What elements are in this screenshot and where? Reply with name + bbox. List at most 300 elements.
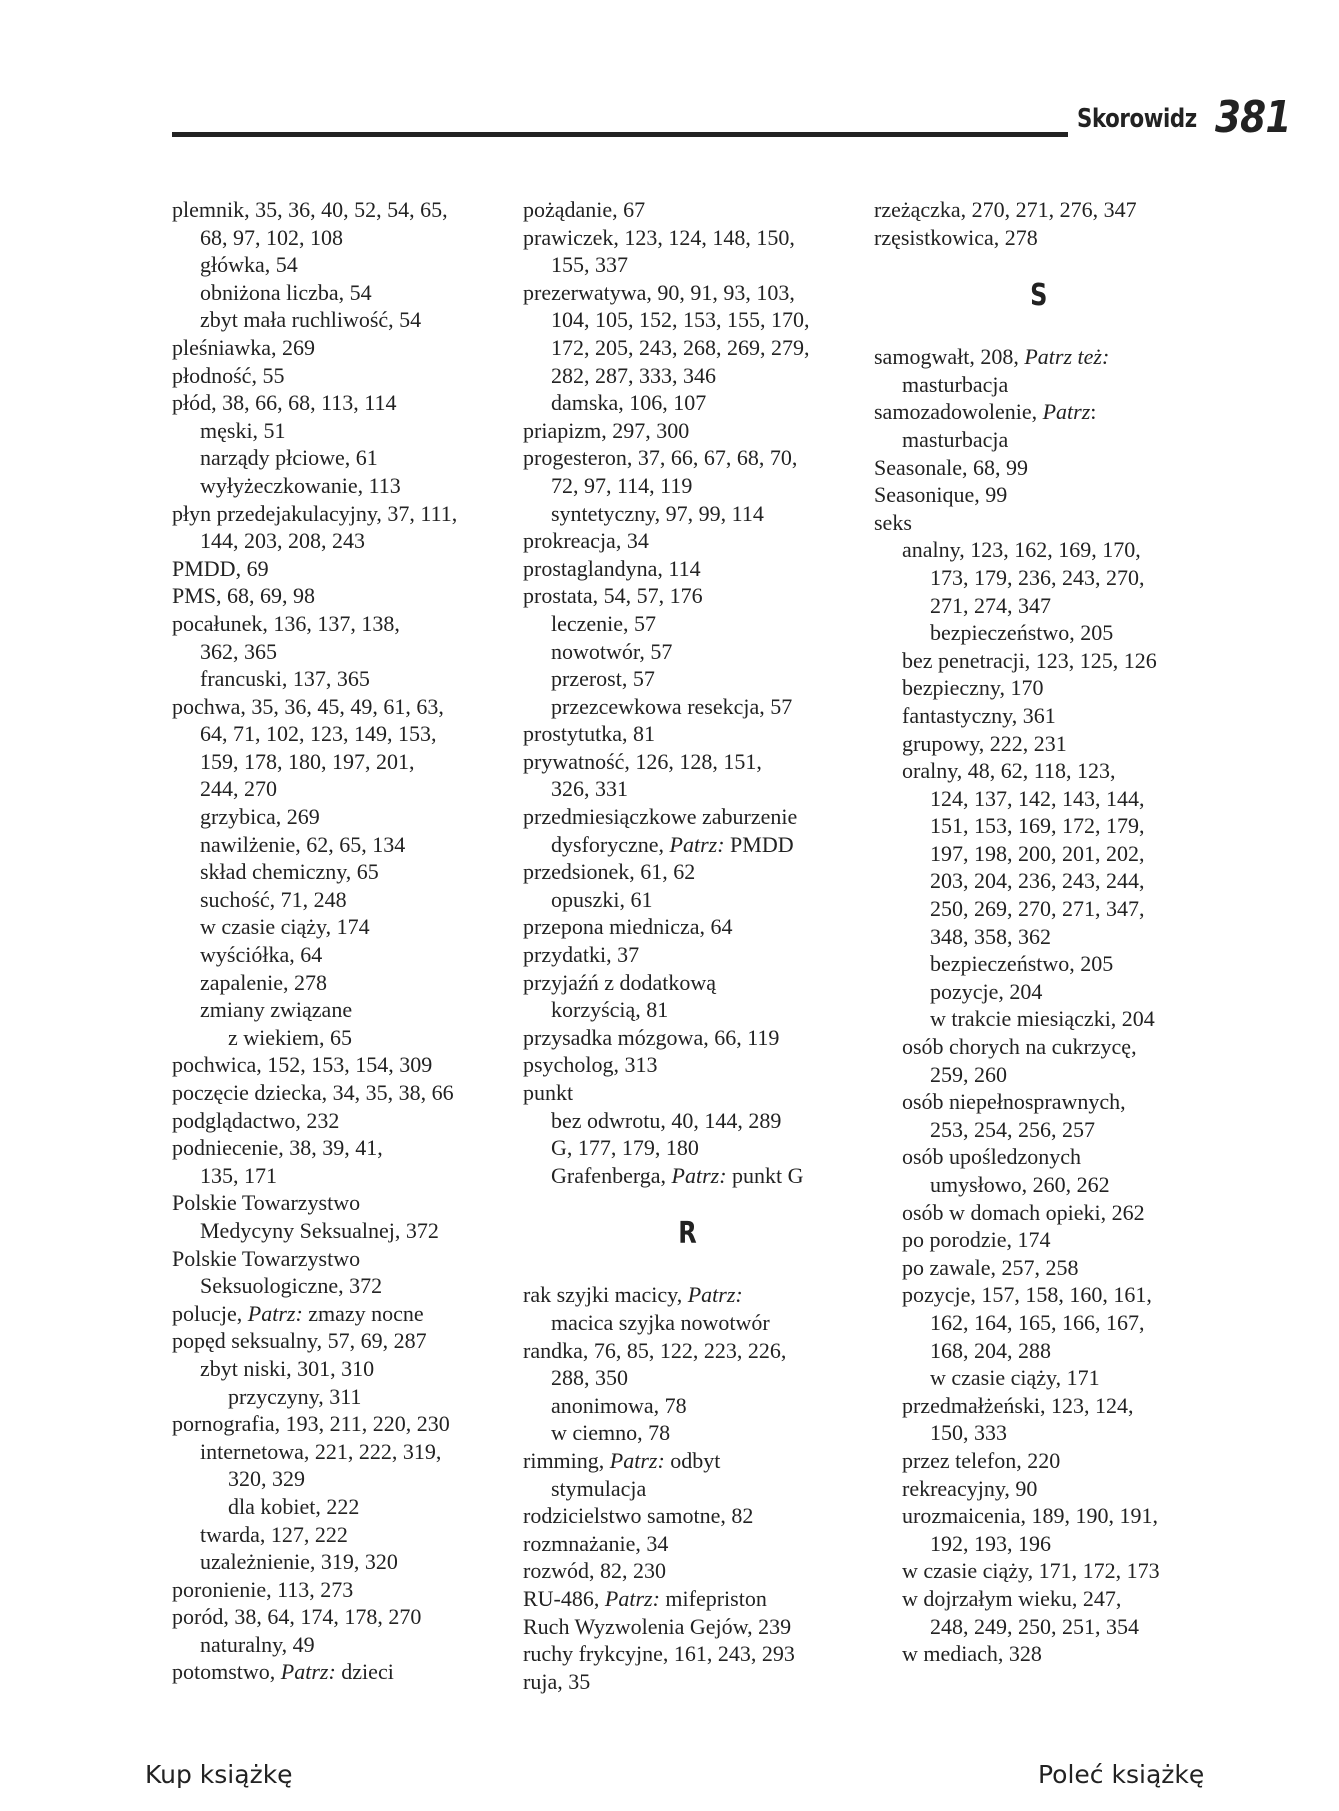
- index-text: 282, 287, 333, 346: [551, 362, 716, 388]
- index-text: 362, 365: [200, 638, 277, 664]
- index-text: PMS, 68, 69, 98: [172, 583, 316, 609]
- index-entry: [523, 1668, 853, 1696]
- index-text: 124, 137, 142, 143, 144,: [930, 785, 1145, 811]
- index-text: 162, 164, 165, 166, 167,: [930, 1309, 1145, 1335]
- index-text: bez odwrotu, 40, 144, 289: [551, 1107, 782, 1133]
- index-entry: [523, 1051, 853, 1079]
- index-text: zbyt mała ruchliwość, 54: [200, 307, 422, 333]
- index-entry: [874, 1033, 1204, 1061]
- header-rule: [172, 132, 1068, 137]
- index-text: 244, 270: [200, 776, 277, 802]
- index-text: uzależnienie, 319, 320: [200, 1549, 398, 1575]
- index-text: po zawale, 257, 258: [902, 1254, 1079, 1280]
- index-entry: [172, 913, 502, 941]
- index-text: priapizm, 297, 300: [523, 417, 690, 443]
- index-column-2: [523, 196, 853, 1695]
- index-text: poronienie, 113, 273: [172, 1576, 354, 1602]
- index-text: osób w domach opieki, 262: [902, 1199, 1145, 1225]
- index-text: płód, 38, 66, 68, 113, 114: [172, 390, 397, 416]
- index-text: pocałunek, 136, 137, 138,: [172, 610, 400, 636]
- index-entry: [874, 840, 1204, 868]
- index-text: pozycje, 157, 158, 160, 161,: [902, 1282, 1152, 1308]
- index-text: grupowy, 222, 231: [902, 730, 1067, 756]
- index-entry: [172, 1355, 502, 1383]
- index-entry: [523, 803, 853, 831]
- index-entry: [874, 1171, 1204, 1199]
- index-entry: [874, 1143, 1204, 1171]
- index-entry: [523, 444, 853, 472]
- index-text: bez penetracji, 123, 125, 126: [902, 647, 1157, 673]
- index-text: rimming,: [523, 1447, 610, 1473]
- index-entry: [523, 1530, 853, 1558]
- index-text: prezerwatywa, 90, 91, 93, 103,: [523, 279, 795, 305]
- index-text: 259, 260: [930, 1061, 1007, 1087]
- index-text: przydatki, 37: [523, 942, 640, 968]
- page-header: [172, 92, 1292, 146]
- index-text: stymulacja: [551, 1475, 647, 1501]
- index-entry: [172, 251, 502, 279]
- index-text: zbyt niski, 301, 310: [200, 1355, 375, 1381]
- index-entry: [874, 564, 1204, 592]
- index-text: zmazy nocne: [302, 1300, 424, 1326]
- index-entry: [523, 251, 853, 279]
- index-text: Seksuologiczne, 372: [200, 1273, 383, 1299]
- index-text: macica szyjka nowotwór: [551, 1309, 770, 1335]
- index-text: wyściółka, 64: [200, 942, 323, 968]
- index-entry: [874, 785, 1204, 813]
- index-entry: [874, 730, 1204, 758]
- index-text: poród, 38, 64, 174, 178, 270: [172, 1604, 422, 1630]
- cross-reference: Patrz:: [247, 1300, 303, 1326]
- index-entry: [523, 279, 853, 307]
- index-entry: [172, 969, 502, 997]
- buy-book-link[interactable]: Kup książkę: [145, 1760, 293, 1789]
- index-text: dla kobiet, 222: [228, 1493, 360, 1519]
- index-text: leczenie, 57: [551, 610, 657, 636]
- index-text: płyn przedejakulacyjny, 37, 111,: [172, 500, 458, 526]
- index-entry: [874, 371, 1204, 399]
- index-entry: [523, 996, 853, 1024]
- index-text: zmiany związane: [200, 997, 353, 1023]
- index-entry: [172, 1272, 502, 1300]
- index-text: przez telefon, 220: [902, 1447, 1061, 1473]
- index-entry: [172, 527, 502, 555]
- index-text: podglądactwo, 232: [172, 1107, 340, 1133]
- index-entry: [523, 1640, 853, 1668]
- index-entry: [172, 1410, 502, 1438]
- index-text: samozadowolenie,: [874, 399, 1043, 425]
- index-entry: [874, 1309, 1204, 1337]
- index-column-1: [172, 196, 502, 1686]
- index-text: rodzicielstwo samotne, 82: [523, 1503, 754, 1529]
- index-entry: [523, 500, 853, 528]
- index-text: randka, 76, 85, 122, 223, 226,: [523, 1337, 787, 1363]
- index-text: samogwałt, 208,: [874, 344, 1025, 370]
- index-text: twarda, 127, 222: [200, 1521, 348, 1547]
- index-text: damska, 106, 107: [551, 390, 707, 416]
- index-text: umysłowo, 260, 262: [930, 1172, 1110, 1197]
- index-text: Medycyny Seksualnej, 372: [200, 1217, 439, 1243]
- index-entry: [874, 1640, 1204, 1668]
- index-text: 159, 178, 180, 197, 201,: [200, 748, 415, 774]
- index-text: po porodzie, 174: [902, 1227, 1051, 1253]
- index-text: przedmałżeński, 123, 124,: [902, 1392, 1134, 1418]
- index-entry: [874, 1613, 1204, 1641]
- index-entry: [523, 913, 853, 941]
- index-text: przerost, 57: [551, 666, 655, 692]
- cross-reference: Patrz:: [687, 1282, 743, 1308]
- index-text: Polskie Towarzystwo: [172, 1190, 361, 1216]
- index-entry: [523, 1475, 853, 1503]
- index-text: odbyt: [664, 1447, 721, 1473]
- index-text: zapalenie, 278: [200, 969, 328, 995]
- index-entry: [523, 886, 853, 914]
- index-text: francuski, 137, 365: [200, 666, 370, 692]
- index-text: 155, 337: [551, 252, 628, 278]
- index-entry: [172, 1245, 502, 1273]
- index-text: bezpieczeństwo, 205: [930, 620, 1114, 646]
- index-text: narządy płciowe, 61: [200, 445, 378, 471]
- index-text: 144, 203, 208, 243: [200, 528, 365, 554]
- index-entry: [172, 748, 502, 776]
- index-text: seks: [874, 509, 912, 535]
- index-entry: [172, 472, 502, 500]
- index-entry: [874, 481, 1204, 509]
- index-entry: [172, 1576, 502, 1604]
- index-text: ruchy frykcyjne, 161, 243, 293: [523, 1641, 795, 1667]
- index-entry: [172, 417, 502, 445]
- index-text: osób chorych na cukrzycę,: [902, 1034, 1137, 1060]
- letter-heading: [874, 255, 1204, 337]
- cross-reference: Patrz:: [669, 831, 725, 857]
- index-entry: [874, 674, 1204, 702]
- index-entry: [172, 1631, 502, 1659]
- index-text: 326, 331: [551, 776, 628, 802]
- index-entry: [523, 1585, 853, 1613]
- index-text: przepona miednicza, 64: [523, 914, 733, 940]
- index-entry: [874, 1088, 1204, 1116]
- index-text: przezcewkowa resekcja, 57: [551, 693, 793, 719]
- index-text: pochwica, 152, 153, 154, 309: [172, 1052, 433, 1078]
- index-entry: [874, 343, 1204, 371]
- index-text: płodność, 55: [172, 362, 285, 388]
- recommend-book-link[interactable]: Poleć książkę: [1038, 1760, 1205, 1789]
- index-entry: [172, 1079, 502, 1107]
- index-text: 250, 269, 270, 271, 347,: [930, 896, 1145, 922]
- index-text: bezpieczeństwo, 205: [930, 951, 1114, 977]
- index-entry: [523, 1419, 853, 1447]
- index-entry: [874, 950, 1204, 978]
- cross-reference: Patrz:: [604, 1585, 660, 1611]
- cross-reference: Patrz:: [609, 1447, 665, 1473]
- cross-reference: Patrz:: [280, 1659, 336, 1685]
- index-text: przedmiesiączkowe zaburzenie: [523, 804, 798, 830]
- index-text: analny, 123, 162, 169, 170,: [902, 537, 1141, 563]
- index-entry: [874, 1061, 1204, 1089]
- index-text: 173, 179, 236, 243, 270,: [930, 564, 1145, 590]
- index-text: rak szyjki macicy,: [523, 1282, 688, 1308]
- index-text: polucje,: [172, 1300, 248, 1326]
- index-text: suchość, 71, 248: [200, 886, 347, 912]
- index-text: 197, 198, 200, 201, 202,: [930, 840, 1145, 866]
- index-entry: [523, 748, 853, 776]
- index-entry: [523, 582, 853, 610]
- index-text: ruja, 35: [523, 1668, 591, 1694]
- index-entry: [523, 334, 853, 362]
- index-entry: [172, 279, 502, 307]
- index-entry: [523, 831, 853, 859]
- index-text: prostaglandyna, 114: [523, 555, 701, 581]
- index-text: główka, 54: [200, 252, 298, 278]
- index-entry: [523, 693, 853, 721]
- index-text: pozycje, 204: [930, 978, 1043, 1004]
- index-text: przedsionek, 61, 62: [523, 859, 696, 885]
- index-entry: [523, 1613, 853, 1641]
- index-text: Polskie Towarzystwo: [172, 1245, 361, 1271]
- index-text: anonimowa, 78: [551, 1392, 687, 1418]
- cross-reference: Patrz też:: [1024, 344, 1110, 370]
- index-entry: [874, 1364, 1204, 1392]
- index-entry: [874, 454, 1204, 482]
- index-entry: [172, 831, 502, 859]
- index-text: progesteron, 37, 66, 67, 68, 70,: [523, 445, 798, 471]
- index-entry: [523, 941, 853, 969]
- index-text: pleśniawka, 269: [172, 334, 315, 360]
- index-entry: [874, 1530, 1204, 1558]
- index-text: korzyścią, 81: [551, 997, 669, 1023]
- index-entry: [172, 941, 502, 969]
- index-entry: [523, 1024, 853, 1052]
- index-entry: [874, 978, 1204, 1006]
- index-entry: [874, 1116, 1204, 1144]
- index-entry: [523, 610, 853, 638]
- index-entry: [523, 1364, 853, 1392]
- index-entry: [523, 555, 853, 583]
- index-text: przyczyny, 311: [228, 1383, 362, 1409]
- index-entry: [874, 757, 1204, 785]
- index-text: popęd seksualny, 57, 69, 287: [172, 1328, 427, 1354]
- index-entry: [172, 444, 502, 472]
- index-text: opuszki, 61: [551, 886, 653, 912]
- index-text: potomstwo,: [172, 1659, 281, 1685]
- index-entry: [172, 1217, 502, 1245]
- index-entry: [172, 1521, 502, 1549]
- index-entry: [874, 1226, 1204, 1254]
- index-entry: [523, 1392, 853, 1420]
- index-entry: [523, 224, 853, 252]
- index-text: Ruch Wyzwolenia Gejów, 239: [523, 1613, 792, 1639]
- index-entry: [523, 1107, 853, 1135]
- index-column-3: [874, 196, 1204, 1668]
- index-entry: [172, 1327, 502, 1355]
- index-text: w czasie ciąży, 171: [930, 1365, 1100, 1391]
- index-text: masturbacja: [902, 426, 1009, 452]
- index-text: psycholog, 313: [523, 1052, 658, 1078]
- index-entry: [523, 858, 853, 886]
- index-entry: [874, 592, 1204, 620]
- index-entry: [523, 1309, 853, 1337]
- index-entry: [523, 1557, 853, 1585]
- index-entry: [172, 996, 502, 1024]
- index-text: PMDD: [724, 831, 794, 857]
- index-entry: [172, 196, 502, 224]
- letter-heading: [523, 1193, 853, 1275]
- index-text: rozwód, 82, 230: [523, 1558, 666, 1584]
- index-text: podniecenie, 38, 39, 41,: [172, 1135, 383, 1161]
- index-entry: [523, 1337, 853, 1365]
- index-entry: [172, 720, 502, 748]
- index-text: bezpieczny, 170: [902, 675, 1044, 701]
- index-entry: [874, 1419, 1204, 1447]
- index-text: osób upośledzonych: [902, 1144, 1082, 1170]
- index-entry: [172, 858, 502, 886]
- index-entry: [172, 389, 502, 417]
- index-text: nowotwór, 57: [551, 638, 673, 664]
- section-title: Skorowidz: [1077, 104, 1197, 134]
- index-entry: [523, 1079, 853, 1107]
- index-text: pożądanie, 67: [523, 197, 646, 222]
- index-entry: [523, 775, 853, 803]
- index-text: oralny, 48, 62, 118, 123,: [902, 758, 1116, 784]
- index-text: prawiczek, 123, 124, 148, 150,: [523, 224, 795, 250]
- index-entry: [523, 720, 853, 748]
- index-entry: [172, 886, 502, 914]
- index-text: 271, 274, 347: [930, 592, 1051, 618]
- index-entry: [523, 527, 853, 555]
- index-text: 253, 254, 256, 257: [930, 1116, 1095, 1142]
- index-entry: [874, 1337, 1204, 1365]
- index-entry: [874, 196, 1204, 224]
- index-entry: [523, 196, 853, 224]
- index-entry: [874, 1199, 1204, 1227]
- index-entry: [172, 1024, 502, 1052]
- index-entry: [523, 1281, 853, 1309]
- index-text: rekreacyjny, 90: [902, 1475, 1038, 1501]
- index-entry: [172, 1383, 502, 1411]
- index-entry: [172, 1548, 502, 1576]
- index-entry: [874, 812, 1204, 840]
- index-text: w czasie ciąży, 174: [200, 914, 370, 940]
- index-entry: [523, 1162, 853, 1190]
- index-text: prokreacja, 34: [523, 528, 649, 554]
- index-entry: [172, 1300, 502, 1328]
- index-text: Seasonale, 68, 99: [874, 454, 1028, 480]
- index-text: 172, 205, 243, 268, 269, 279,: [551, 334, 810, 360]
- index-entry: [874, 647, 1204, 675]
- index-text: poczęcie dziecka, 34, 35, 38, 66: [172, 1080, 454, 1105]
- index-entry: [172, 306, 502, 334]
- index-text: Seasonique, 99: [874, 482, 1008, 508]
- index-entry: [172, 1658, 502, 1686]
- index-text: w trakcie miesiączki, 204: [930, 1006, 1155, 1032]
- index-entry: [874, 895, 1204, 923]
- index-entry: [874, 398, 1204, 426]
- index-entry: [874, 1254, 1204, 1282]
- index-entry: [172, 1134, 502, 1162]
- index-entry: [523, 306, 853, 334]
- index-text: 248, 249, 250, 251, 354: [930, 1613, 1139, 1639]
- index-text: 64, 71, 102, 123, 149, 153,: [200, 721, 437, 747]
- index-entry: [172, 1438, 502, 1466]
- index-entry: [874, 867, 1204, 895]
- index-entry: [874, 426, 1204, 454]
- index-text: 192, 193, 196: [930, 1530, 1051, 1556]
- index-text: 72, 97, 114, 119: [551, 472, 693, 498]
- index-text: RU-486,: [523, 1585, 605, 1611]
- index-entry: [172, 1189, 502, 1217]
- index-text: Grafenberga,: [551, 1162, 672, 1188]
- index-text: dzieci: [335, 1659, 394, 1685]
- index-text: grzybica, 269: [200, 804, 320, 830]
- index-text: punkt: [523, 1080, 574, 1105]
- index-entry: [523, 1447, 853, 1475]
- index-text: :: [1090, 399, 1097, 425]
- index-text: internetowa, 221, 222, 319,: [200, 1438, 442, 1464]
- index-entry: [172, 555, 502, 583]
- index-entry: [172, 1493, 502, 1521]
- index-text: mifepriston: [659, 1585, 767, 1611]
- index-entry: [874, 1502, 1204, 1530]
- index-entry: [172, 803, 502, 831]
- index-text: prostytutka, 81: [523, 721, 655, 747]
- index-text: masturbacja: [902, 371, 1009, 397]
- index-entry: [874, 1447, 1204, 1475]
- index-entry: [874, 536, 1204, 564]
- index-entry: [172, 1603, 502, 1631]
- index-entry: [172, 362, 502, 390]
- index-text: urozmaicenia, 189, 190, 191,: [902, 1503, 1158, 1529]
- index-text: z wiekiem, 65: [228, 1024, 353, 1050]
- index-text: w czasie ciąży, 171, 172, 173: [902, 1558, 1160, 1584]
- index-entry: [523, 638, 853, 666]
- index-entry: [172, 224, 502, 252]
- index-text: prywatność, 126, 128, 151,: [523, 748, 762, 774]
- index-text: wyłyżeczkowanie, 113: [200, 472, 401, 498]
- index-text: 288, 350: [551, 1365, 628, 1391]
- index-entry: [523, 1134, 853, 1162]
- index-text: 348, 358, 362: [930, 923, 1051, 949]
- index-text: rzęsistkowica, 278: [874, 224, 1038, 250]
- index-entry: [523, 969, 853, 997]
- index-entry: [874, 923, 1204, 951]
- index-entry: [523, 417, 853, 445]
- index-entry: [172, 610, 502, 638]
- index-text: osób niepełnosprawnych,: [902, 1089, 1126, 1115]
- index-text: 203, 204, 236, 243, 244,: [930, 868, 1145, 894]
- page-number: 381: [1215, 92, 1291, 143]
- index-entry: [172, 582, 502, 610]
- index-text: 68, 97, 102, 108: [200, 224, 343, 250]
- index-entry: [874, 1475, 1204, 1503]
- letter-heading-text: S: [1030, 278, 1048, 314]
- index-text: 168, 204, 288: [930, 1337, 1051, 1363]
- letter-heading-text: R: [678, 1216, 698, 1252]
- index-entry: [874, 619, 1204, 647]
- index-entry: [172, 1051, 502, 1079]
- index-text: plemnik, 35, 36, 40, 52, 54, 65,: [172, 197, 448, 222]
- index-entry: [172, 638, 502, 666]
- cross-reference: Patrz: [1042, 399, 1091, 425]
- index-entry: [874, 1557, 1204, 1585]
- index-text: PMDD, 69: [172, 555, 269, 581]
- index-entry: [874, 1281, 1204, 1309]
- index-entry: [874, 509, 1204, 537]
- index-entry: [172, 500, 502, 528]
- index-entry: [172, 1465, 502, 1493]
- index-text: 150, 333: [930, 1420, 1007, 1446]
- index-text: przysadka mózgowa, 66, 119: [523, 1024, 780, 1050]
- index-entry: [172, 693, 502, 721]
